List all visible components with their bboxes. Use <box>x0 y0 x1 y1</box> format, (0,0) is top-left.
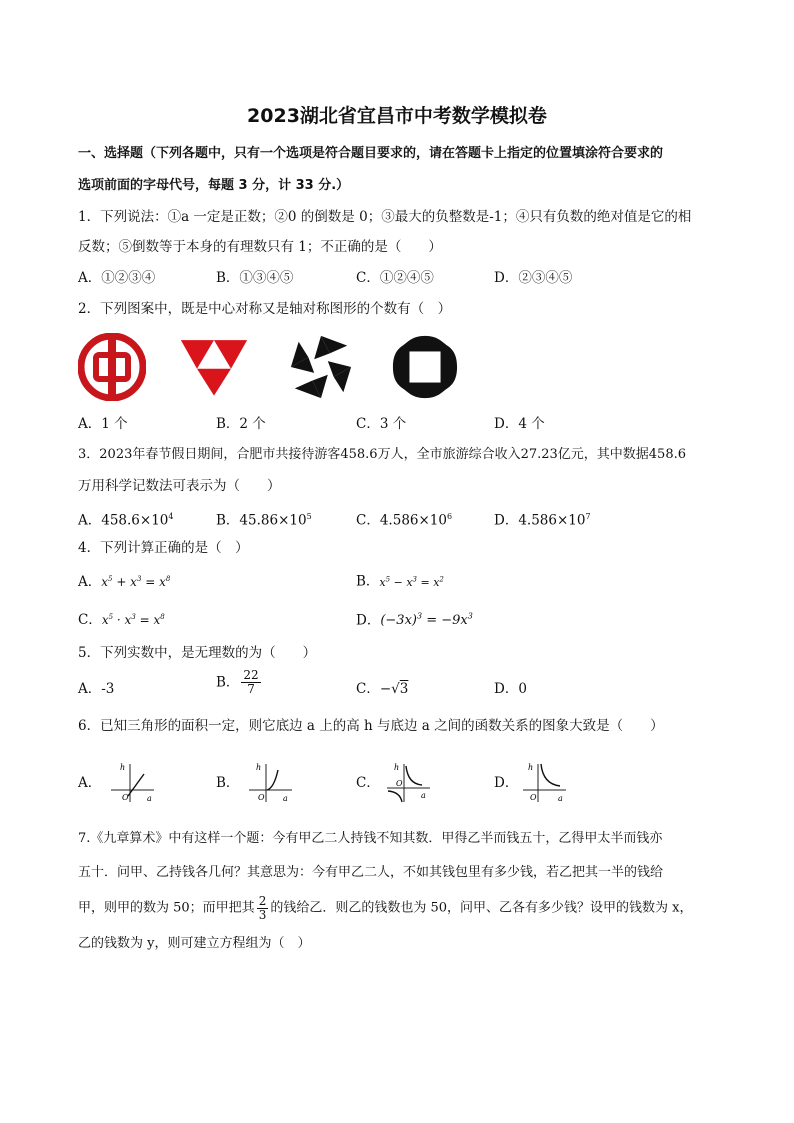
q6-graph-c <box>384 760 434 804</box>
q6-option-c-label[interactable]: C． <box>356 775 380 791</box>
svg-text:O: O <box>530 793 537 802</box>
q6-graph-a <box>108 760 158 804</box>
q4-option-b[interactable]: B．$x^5 - x^3 = x^2$ <box>356 573 444 590</box>
q2-option-c[interactable]: C．3 个 <box>356 416 407 432</box>
q3-option-a[interactable]: A．$458.6\times 10^4$ <box>78 512 174 529</box>
svg-text:a: a <box>283 794 288 803</box>
fraction-22-7: $\frac{22}{7}$ <box>243 668 259 696</box>
svg-text:a: a <box>421 791 426 800</box>
q7-stem-line1: 7.《九章算术》中有这样一个题：今有甲乙二人持钱不知其数．甲得乙半而钱五十，乙得甲太半而钱亦 <box>78 831 663 846</box>
svg-text:a: a <box>147 794 152 803</box>
q3-option-b[interactable]: B．$45.86\times 10^5$ <box>216 512 312 529</box>
q2-option-d[interactable]: D．4 个 <box>494 416 545 432</box>
q4-option-c[interactable]: C．$x^5 \cdot x^3 = x^8$ <box>78 612 165 628</box>
q5-stem: 5．下列实数中，是无理数的为（ ） <box>78 645 317 661</box>
q4-option-a[interactable]: A．$x^5 + x^3 = x^8$ <box>78 574 171 590</box>
q1-option-a[interactable]: A．①②③④ <box>78 270 156 286</box>
q6-stem: 6．已知三角形的面积一定，则它底边 a 上的高 h 与底边 a 之间的函数关系的图象大致是（ ） <box>78 718 664 734</box>
q2-option-a[interactable]: A．1 个 <box>78 416 128 432</box>
svg-text:O: O <box>122 793 129 802</box>
svg-text:a: a <box>558 794 563 803</box>
square-hole-coin-figure <box>391 333 459 401</box>
q1-stem-line1: 1．下列说法：①a 一定是正数；②0 的倒数是 0；③最大的负整数是-1；④只有负数的绝对值是它的相 <box>78 209 692 225</box>
svg-text:h: h <box>394 763 400 772</box>
svg-text:O: O <box>258 793 265 802</box>
q1-stem-line2: 反数；⑤倒数等于本身的有理数只有 1；不正确的是（ ） <box>78 239 442 255</box>
section-instructions-line2: 选项前面的字母代号，每题 3 分，计 33 分.） <box>78 178 350 193</box>
q7-stem-line3: 甲，则甲的数为 50；而甲把其 $\frac{2}{3}$ 的钱给乙．则乙的钱数也为 50，问甲、乙各有多少钱？设甲的钱数为 x， <box>78 894 693 922</box>
q3-option-c[interactable]: C．$4.586\times 10^6$ <box>356 512 453 529</box>
page-title: 2023湖北省宜昌市中考数学模拟卷 <box>247 105 547 127</box>
svg-text:h: h <box>256 763 262 772</box>
svg-text:h: h <box>528 763 534 772</box>
q4-stem: 4．下列计算正确的是（ ） <box>78 540 249 556</box>
star-pinwheel-figure <box>287 333 355 401</box>
q1-option-d[interactable]: D．②③④⑤ <box>494 270 573 286</box>
q5-option-a[interactable]: A．-3 <box>78 681 115 697</box>
q1-option-c[interactable]: C．①②④⑤ <box>356 270 434 286</box>
svg-text:O: O <box>396 779 403 788</box>
bank-of-china-logo-figure <box>78 333 146 401</box>
q3-stem-line2: 万用科学记数法可表示为（ ） <box>78 478 281 494</box>
q5-option-b[interactable]: B． $\frac{22}{7}$ <box>216 668 259 696</box>
q5-option-d[interactable]: D．0 <box>494 681 527 697</box>
q6-option-a-label[interactable]: A． <box>78 775 102 791</box>
q6-option-b-label[interactable]: B． <box>216 775 240 791</box>
three-diamonds-logo-figure <box>180 333 248 401</box>
fraction-2-3: $\frac{2}{3}$ <box>258 894 267 922</box>
q2-stem: 2．下列图案中，既是中心对称又是轴对称图形的个数有（ ） <box>78 301 452 317</box>
q3-option-d[interactable]: D．$4.586\times 10^7$ <box>494 512 591 529</box>
q5-option-c[interactable]: C．−√3 <box>356 681 409 697</box>
q1-option-b[interactable]: B．①③④⑤ <box>216 270 294 286</box>
q2-option-b[interactable]: B．2 个 <box>216 416 266 432</box>
svg-text:h: h <box>120 763 126 772</box>
q6-option-d-label[interactable]: D． <box>494 775 519 791</box>
q3-stem-line1: 3．2023年春节假日期间，合肥市共接待游客458.6万人，全市旅游综合收入27.23亿元，其中数据458.6 <box>78 447 687 462</box>
q7-stem-line2: 五十．问甲、乙持钱各几何？其意思为：今有甲乙二人，不如其钱包里有多少钱，若乙把其一半的钱给 <box>78 865 664 880</box>
q6-graph-b <box>246 760 296 804</box>
q7-stem-line4: 乙的钱数为 y，则可建立方程组为（ ） <box>78 936 311 951</box>
q4-option-d[interactable]: D．$(-3x)^3 = -9x^3$ <box>356 612 473 629</box>
q6-graph-d <box>520 760 570 804</box>
section-instructions-line1: 一、选择题（下列各题中，只有一个选项是符合题目要求的，请在答题卡上指定的位置填涂符合要求的 <box>78 146 664 161</box>
